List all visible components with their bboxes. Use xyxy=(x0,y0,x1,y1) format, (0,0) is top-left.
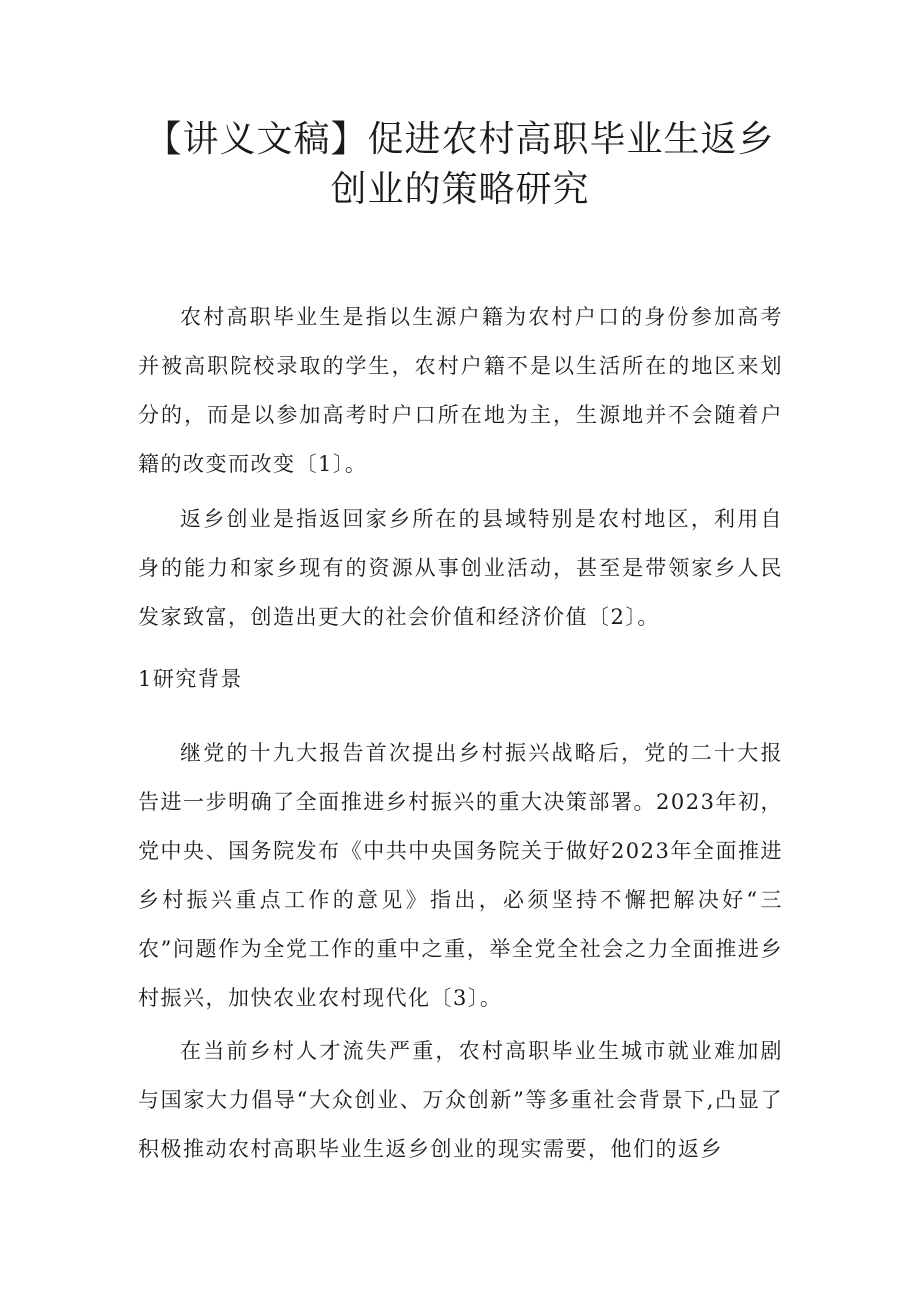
document-title-line-1: 【讲义文稿】促进农村高职毕业生返乡 xyxy=(145,119,775,160)
paragraph-rural-revitalization-policy: 继党的十九大报告首次提出乡村振兴战略后，党的二十大报告进一步明确了全面推进乡村振兴的重大决策部署。2023年初，党中央、国务院发布《中共中央国务院关于做好2023年全面推进乡村振兴重点工作的意见》指出，必须坚持不懈把解决好“三农”问题作为全党工作的重中之重，举全党全社会之力全面推进乡村振兴，加快农业农村现代化〔3〕。 xyxy=(138,741,783,1010)
paragraph-definition-rural-graduates: 农村高职毕业生是指以生源户籍为农村户口的身份参加高考并被高职院校录取的学生，农村户籍不是以生活所在的地区来划分的，而是以参加高考时户口所在地为主，生源地并不会随着户籍的改变而改变〔1〕。 xyxy=(138,305,783,476)
document-title-line-2: 创业的策略研究 xyxy=(330,169,590,210)
paragraph-definition-return-entrepreneurship: 返乡创业是指返回家乡所在的县域特别是农村地区，利用自身的能力和家乡现有的资源从事创业活动，甚至是带领家乡人民发家致富，创造出更大的社会价值和经济价值〔2〕。 xyxy=(138,507,783,629)
section-heading-research-background: 1研究背景 xyxy=(138,667,243,691)
paragraph-social-background: 在当前乡村人才流失严重，农村高职毕业生城市就业难加剧与国家大力倡导“大众创业、万众创新”等多重社会背景下,凸显了积极推动农村高职毕业生返乡创业的现实需要，他们的返乡 xyxy=(138,1039,783,1161)
